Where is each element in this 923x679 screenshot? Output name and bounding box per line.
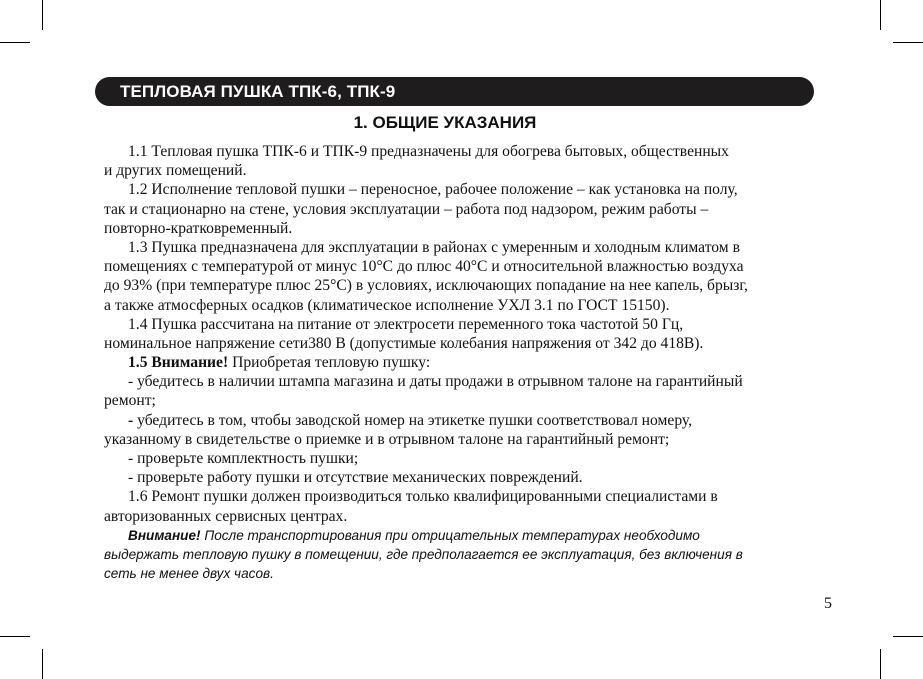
crop-mark [42, 0, 43, 30]
warning-block [104, 526, 839, 584]
text-line: до 93% (при температуре плюс 25°С) в условиях, исключающих попадание на нее капель, брызг, [104, 277, 748, 295]
crop-mark [880, 0, 881, 30]
warning-line: выдержать тепловую пушку в помещении, где предполагается ее эксплуатация, без включения в [104, 546, 743, 562]
text-line: ремонт; [104, 392, 156, 410]
text-line: номинальное напряжение сети380 В (допустимые колебания напряжения от 342 до 418В). [104, 334, 704, 352]
text-line: - проверьте комплектность пушки; [128, 450, 359, 467]
crop-mark [42, 649, 43, 679]
attention-text: Приобретая тепловую пушку: [228, 354, 431, 372]
text-line: так и стационарно на стене, условия эксплуатации – работа под надзором, режим работы – [104, 200, 709, 218]
page-number: 5 [824, 595, 832, 612]
section-title: 1. ОБЩИЕ УКАЗАНИЯ [353, 113, 537, 132]
text-line-content: убедитесь в том, чтобы заводской номер на этикетке пушки соответствовал номеру, [133, 411, 693, 429]
text-line: а также атмосферных осадков (климатическое исполнение УХЛ 3.1 по ГОСТ 15150). [104, 296, 670, 314]
attention-line [104, 353, 839, 372]
text-line: 1.1 Тепловая пушка ТПК-6 и ТПК-9 предназначены для обогрева бытовых, общественных [128, 143, 729, 160]
crop-mark [893, 42, 923, 43]
text-line: 1.2 Исполнение тепловой пушки – переносное, рабочее положение – как установка на полу, [128, 181, 738, 199]
text-line: 1.6 Ремонт пушки должен производиться только квалифицированными специалистами в [128, 488, 718, 506]
text-line [104, 411, 839, 430]
text-line: помещениях с температурой от минус 10°С до плюс 40°С и относительной влажностью воздуха [104, 258, 744, 276]
text-line: авторизованных сервисных центрах. [104, 507, 348, 525]
warning-line [104, 526, 839, 545]
warning-text: После транспортирования при отрицательных температурах необходимо [200, 527, 700, 543]
crop-mark [0, 42, 30, 43]
crop-mark [893, 636, 923, 637]
header-title: ТЕПЛОВАЯ ПУШКА ТПК-6, ТПК-9 [120, 82, 396, 101]
header-bar [95, 77, 814, 106]
warning-label: Внимание! [128, 527, 201, 543]
document-body [104, 142, 839, 583]
bullet-dash: - [128, 411, 134, 429]
text-line: указанному в свидетельстве о приемке и в отрывном талоне на гарантийный ремонт; [104, 430, 670, 448]
warning-line: сеть не менее двух часов. [104, 566, 274, 582]
text-line: 1.3 Пушка предназначена для эксплуатации в районах с умеренным и холодным климатом в [128, 238, 740, 256]
crop-mark [0, 636, 30, 637]
text-line: - проверьте работу пушки и отсутствие механических повреждений. [128, 469, 583, 487]
text-line: 1.4 Пушка рассчитана на питание от электросети переменного тока частотой 50 Гц, [128, 315, 684, 333]
attention-label: 1.5 Внимание! [128, 354, 229, 372]
text-line: - убедитесь в наличии штампа магазина и даты продажи в отрывном талоне на гарантийный [128, 373, 743, 391]
text-line: и других помещений. [104, 162, 247, 180]
crop-mark [880, 649, 881, 679]
text-line: повторно-кратковременный. [104, 219, 293, 237]
